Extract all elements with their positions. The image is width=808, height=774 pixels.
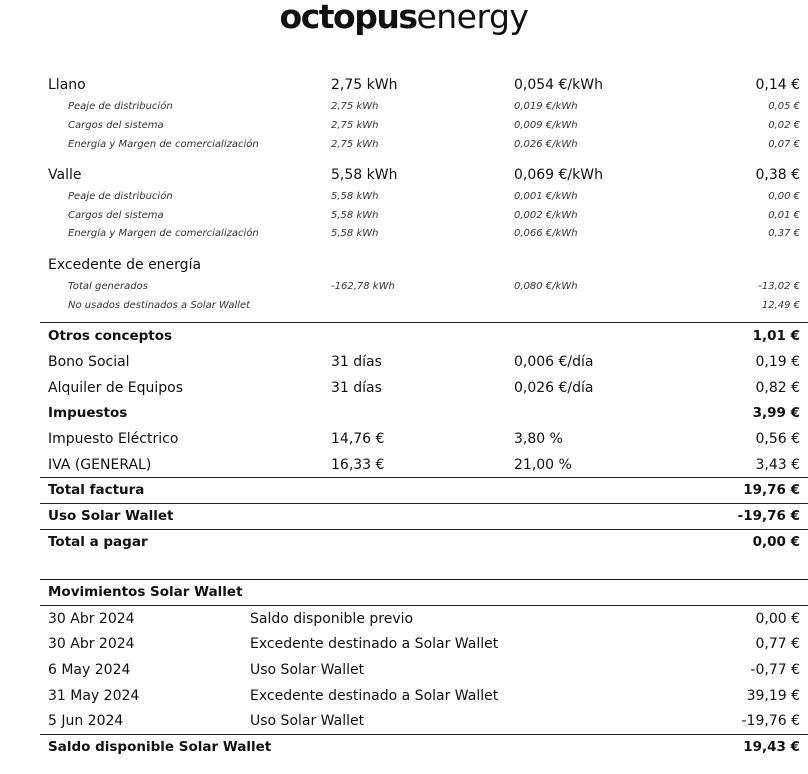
row-amount: 0,82 € xyxy=(755,380,800,396)
subrow-quantity: 2,75 kWh xyxy=(331,101,379,112)
energy-subrow xyxy=(40,116,808,136)
row-price: 0,054 €/kWh xyxy=(514,77,603,93)
movement-date: 31 May 2024 xyxy=(48,688,140,704)
row-amount: 19,76 € xyxy=(743,482,800,498)
row-label: Llano xyxy=(48,77,86,93)
row-quantity: 5,58 kWh xyxy=(331,167,398,183)
subrow-label: Cargos del sistema xyxy=(68,120,164,131)
row-quantity: 31 días xyxy=(331,380,382,396)
movement-date: 5 Jun 2024 xyxy=(48,713,124,729)
subrow-label: Energía y Margen de comercialización xyxy=(68,228,259,239)
impuestos-row xyxy=(40,427,808,451)
movement-amount: 0,77 € xyxy=(755,636,800,652)
excedente-subrow xyxy=(40,277,808,297)
movement-description: Uso Solar Wallet xyxy=(250,713,365,729)
row-amount: 0,19 € xyxy=(755,354,800,370)
row-label: Total a pagar xyxy=(48,534,148,550)
excedente-heading xyxy=(40,253,808,277)
wallet-balance-row xyxy=(40,734,808,760)
section-title: Impuestos xyxy=(48,405,128,421)
section-title: Excedente de energía xyxy=(48,257,202,273)
row-base: 14,76 € xyxy=(331,431,385,447)
row-amount: -19,76 € xyxy=(737,508,800,524)
subrow-quantity: 5,58 kWh xyxy=(331,228,379,239)
movement-date: 30 Abr 2024 xyxy=(48,611,135,627)
subrow-label: Peaje de distribución xyxy=(68,191,173,202)
section-title: Otros conceptos xyxy=(48,328,173,344)
energy-row-llano xyxy=(40,73,808,97)
total-factura-row xyxy=(40,477,808,503)
impuestos-row xyxy=(40,453,808,477)
movement-amount: 0,00 € xyxy=(755,611,800,627)
subrow-amount: 0,00 € xyxy=(768,191,800,202)
movement-description: Excedente destinado a Solar Wallet xyxy=(250,688,499,704)
section-total: 1,01 € xyxy=(752,328,800,344)
row-amount: 0,56 € xyxy=(755,431,800,447)
movement-amount: 39,19 € xyxy=(746,688,800,704)
row-rate: 21,00 % xyxy=(514,457,572,473)
subrow-price: 0,001 €/kWh xyxy=(514,191,578,202)
row-base: 16,33 € xyxy=(331,457,385,473)
row-price: 0,069 €/kWh xyxy=(514,167,603,183)
subrow-label: Total generados xyxy=(68,281,148,292)
subrow-quantity: -162,78 kWh xyxy=(331,281,395,292)
movement-amount: -19,76 € xyxy=(741,713,800,729)
total-a-pagar-row xyxy=(40,529,808,555)
row-label: Saldo disponible Solar Wallet xyxy=(48,739,272,755)
wallet-movement-row xyxy=(40,607,808,631)
energy-subrow xyxy=(40,135,808,155)
otros-conceptos-header xyxy=(40,322,808,349)
row-quantity: 31 días xyxy=(331,354,382,370)
row-label: Impuesto Eléctrico xyxy=(48,431,179,447)
movement-date: 6 May 2024 xyxy=(48,662,131,678)
subrow-label: Cargos del sistema xyxy=(68,210,164,221)
otros-row xyxy=(40,376,808,400)
row-price: 0,006 €/día xyxy=(514,354,594,370)
energy-subrow xyxy=(40,97,808,117)
excedente-subrow xyxy=(40,296,808,316)
wallet-movements-header xyxy=(40,579,808,606)
subrow-amount: 0,02 € xyxy=(768,120,800,131)
subrow-amount: 0,01 € xyxy=(768,210,800,221)
subrow-quantity: 5,58 kWh xyxy=(331,210,379,221)
row-label: Alquiler de Equipos xyxy=(48,380,184,396)
subrow-label: Energía y Margen de comercialización xyxy=(68,139,259,150)
row-label: Valle xyxy=(48,167,82,183)
row-label: Uso Solar Wallet xyxy=(48,508,174,524)
row-quantity: 2,75 kWh xyxy=(331,77,398,93)
energy-subrow xyxy=(40,187,808,207)
movement-description: Excedente destinado a Solar Wallet xyxy=(250,636,499,652)
energy-subrow xyxy=(40,224,808,244)
subrow-label: No usados destinados a Solar Wallet xyxy=(68,300,251,311)
row-amount: 3,43 € xyxy=(755,457,800,473)
logo-word-energy: energy xyxy=(416,0,529,36)
uso-solar-wallet-row xyxy=(40,503,808,529)
row-amount: 0,14 € xyxy=(755,77,800,93)
row-label: IVA (GENERAL) xyxy=(48,457,152,473)
subrow-quantity: 5,58 kWh xyxy=(331,191,379,202)
subrow-amount: -13,02 € xyxy=(758,281,800,292)
subrow-amount: 0,07 € xyxy=(768,139,800,150)
subrow-amount: 0,05 € xyxy=(768,101,800,112)
subrow-price: 0,080 €/kWh xyxy=(514,281,578,292)
subrow-amount: 0,37 € xyxy=(768,228,800,239)
subrow-price: 0,009 €/kWh xyxy=(514,120,578,131)
row-rate: 3,80 % xyxy=(514,431,563,447)
section-title: Movimientos Solar Wallet xyxy=(48,584,243,600)
row-amount: 0,00 € xyxy=(752,534,800,550)
row-amount: 19,43 € xyxy=(743,739,800,755)
subrow-label: Peaje de distribución xyxy=(68,101,173,112)
energy-row-valle xyxy=(40,163,808,187)
otros-row xyxy=(40,350,808,374)
wallet-movement-row xyxy=(40,632,808,656)
subrow-amount: 12,49 € xyxy=(761,300,800,311)
octopus-energy-logo xyxy=(0,0,808,36)
section-total: 3,99 € xyxy=(752,405,800,421)
row-label: Bono Social xyxy=(48,354,130,370)
movement-date: 30 Abr 2024 xyxy=(48,636,135,652)
row-amount: 0,38 € xyxy=(755,167,800,183)
movement-amount: -0,77 € xyxy=(750,662,800,678)
subrow-price: 0,019 €/kWh xyxy=(514,101,578,112)
subrow-price: 0,066 €/kWh xyxy=(514,228,578,239)
wallet-movement-row xyxy=(40,709,808,733)
subrow-price: 0,002 €/kWh xyxy=(514,210,578,221)
energy-subrow xyxy=(40,206,808,226)
subrow-quantity: 2,75 kWh xyxy=(331,120,379,131)
movement-description: Saldo disponible previo xyxy=(250,611,414,627)
logo-word-octopus: octopus xyxy=(279,0,417,36)
row-label: Total factura xyxy=(48,482,145,498)
movement-description: Uso Solar Wallet xyxy=(250,662,365,678)
wallet-movement-row xyxy=(40,658,808,682)
wallet-movement-row xyxy=(40,684,808,708)
subrow-price: 0,026 €/kWh xyxy=(514,139,578,150)
impuestos-header xyxy=(40,401,808,425)
row-price: 0,026 €/día xyxy=(514,380,594,396)
subrow-quantity: 2,75 kWh xyxy=(331,139,379,150)
